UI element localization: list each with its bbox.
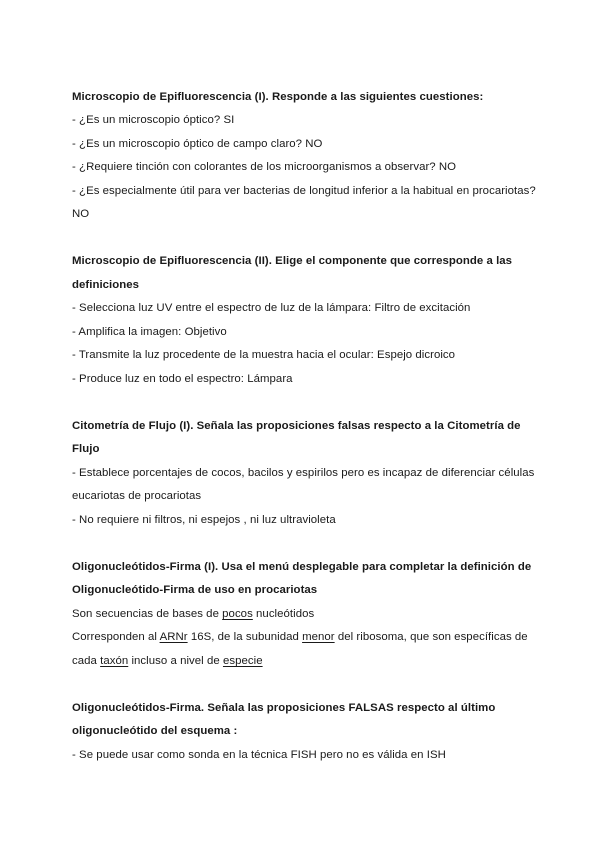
fill-text: Corresponden al — [72, 631, 160, 643]
section-1-line-5: NO — [72, 208, 90, 220]
dropdown-answer-menor[interactable]: menor — [302, 631, 335, 643]
section-5-line-1: - Se puede usar como sonda en la técnica FISH pero no es válida en ISH — [72, 749, 446, 761]
section-2-line-4: - Produce luz en todo el espectro: Lámpara — [72, 373, 293, 385]
section-4-heading-line-2: Oligonucleótido-Firma de uso en procariotas — [72, 584, 318, 596]
dropdown-answer-taxon[interactable]: taxón — [100, 655, 129, 667]
fill-text: del ribosoma, que son específicas de — [334, 631, 528, 643]
section-4-fill-line-3 — [72, 654, 263, 668]
fill-text: incluso a nivel de — [128, 655, 223, 667]
section-1-line-4: - ¿Es especialmente útil para ver bacterias de longitud inferior a la habitual en procariotas? — [72, 185, 536, 197]
section-4-fill-line-2 — [72, 630, 528, 644]
dropdown-answer-arnr[interactable]: ARNr — [159, 631, 188, 643]
fill-text: 16S, de la subunidad — [187, 631, 303, 643]
fill-text: nucleótidos — [252, 608, 315, 620]
fill-text: cada — [72, 655, 101, 667]
section-4-heading-line-1: Oligonucleótidos-Firma (I). Usa el menú desplegable para completar la definición de — [72, 561, 532, 573]
section-5-heading-line-1: Oligonucleótidos-Firma. Señala las proposiciones FALSAS respecto al último — [72, 702, 496, 714]
section-1-line-2: - ¿Es un microscopio óptico de campo claro? NO — [72, 138, 323, 150]
section-2-line-1: - Selecciona luz UV entre el espectro de luz de la lámpara: Filtro de excitación — [72, 302, 471, 314]
section-5-heading-line-2: oligonucleótido del esquema : — [72, 725, 238, 737]
section-1-line-3: - ¿Requiere tinción con colorantes de los microorganismos a observar? NO — [72, 161, 457, 173]
dropdown-answer-pocos[interactable]: pocos — [222, 608, 253, 620]
section-1-line-1: - ¿Es un microscopio óptico? SI — [72, 114, 235, 126]
section-3-line-3: - No requiere ni filtros, ni espejos , ni luz ultravioleta — [72, 514, 336, 526]
section-3-heading-line-2: Flujo — [72, 443, 100, 455]
section-3-line-2: eucariotas de procariotas — [72, 490, 202, 502]
section-2-heading-line-1: Microscopio de Epifluorescencia (II). Elige el componente que corresponde a las — [72, 255, 513, 267]
fill-text: Son secuencias de bases de — [72, 608, 223, 620]
section-3-line-1: - Establece porcentajes de cocos, bacilos y espirilos pero es incapaz de diferenciar células — [72, 467, 535, 479]
section-4-fill-line-1 — [72, 607, 314, 621]
section-3-heading-line-1: Citometría de Flujo (I). Señala las proposiciones falsas respecto a la Citometría de — [72, 420, 521, 432]
dropdown-answer-especie[interactable]: especie — [222, 655, 263, 667]
section-2-line-2: - Amplifica la imagen: Objetivo — [72, 326, 227, 338]
section-2-line-3: - Transmite la luz procedente de la muestra hacia el ocular: Espejo dicroico — [72, 349, 456, 361]
section-1-heading: Microscopio de Epifluorescencia (I). Responde a las siguientes cuestiones: — [72, 91, 484, 103]
section-2-heading-line-2: definiciones — [72, 279, 140, 291]
